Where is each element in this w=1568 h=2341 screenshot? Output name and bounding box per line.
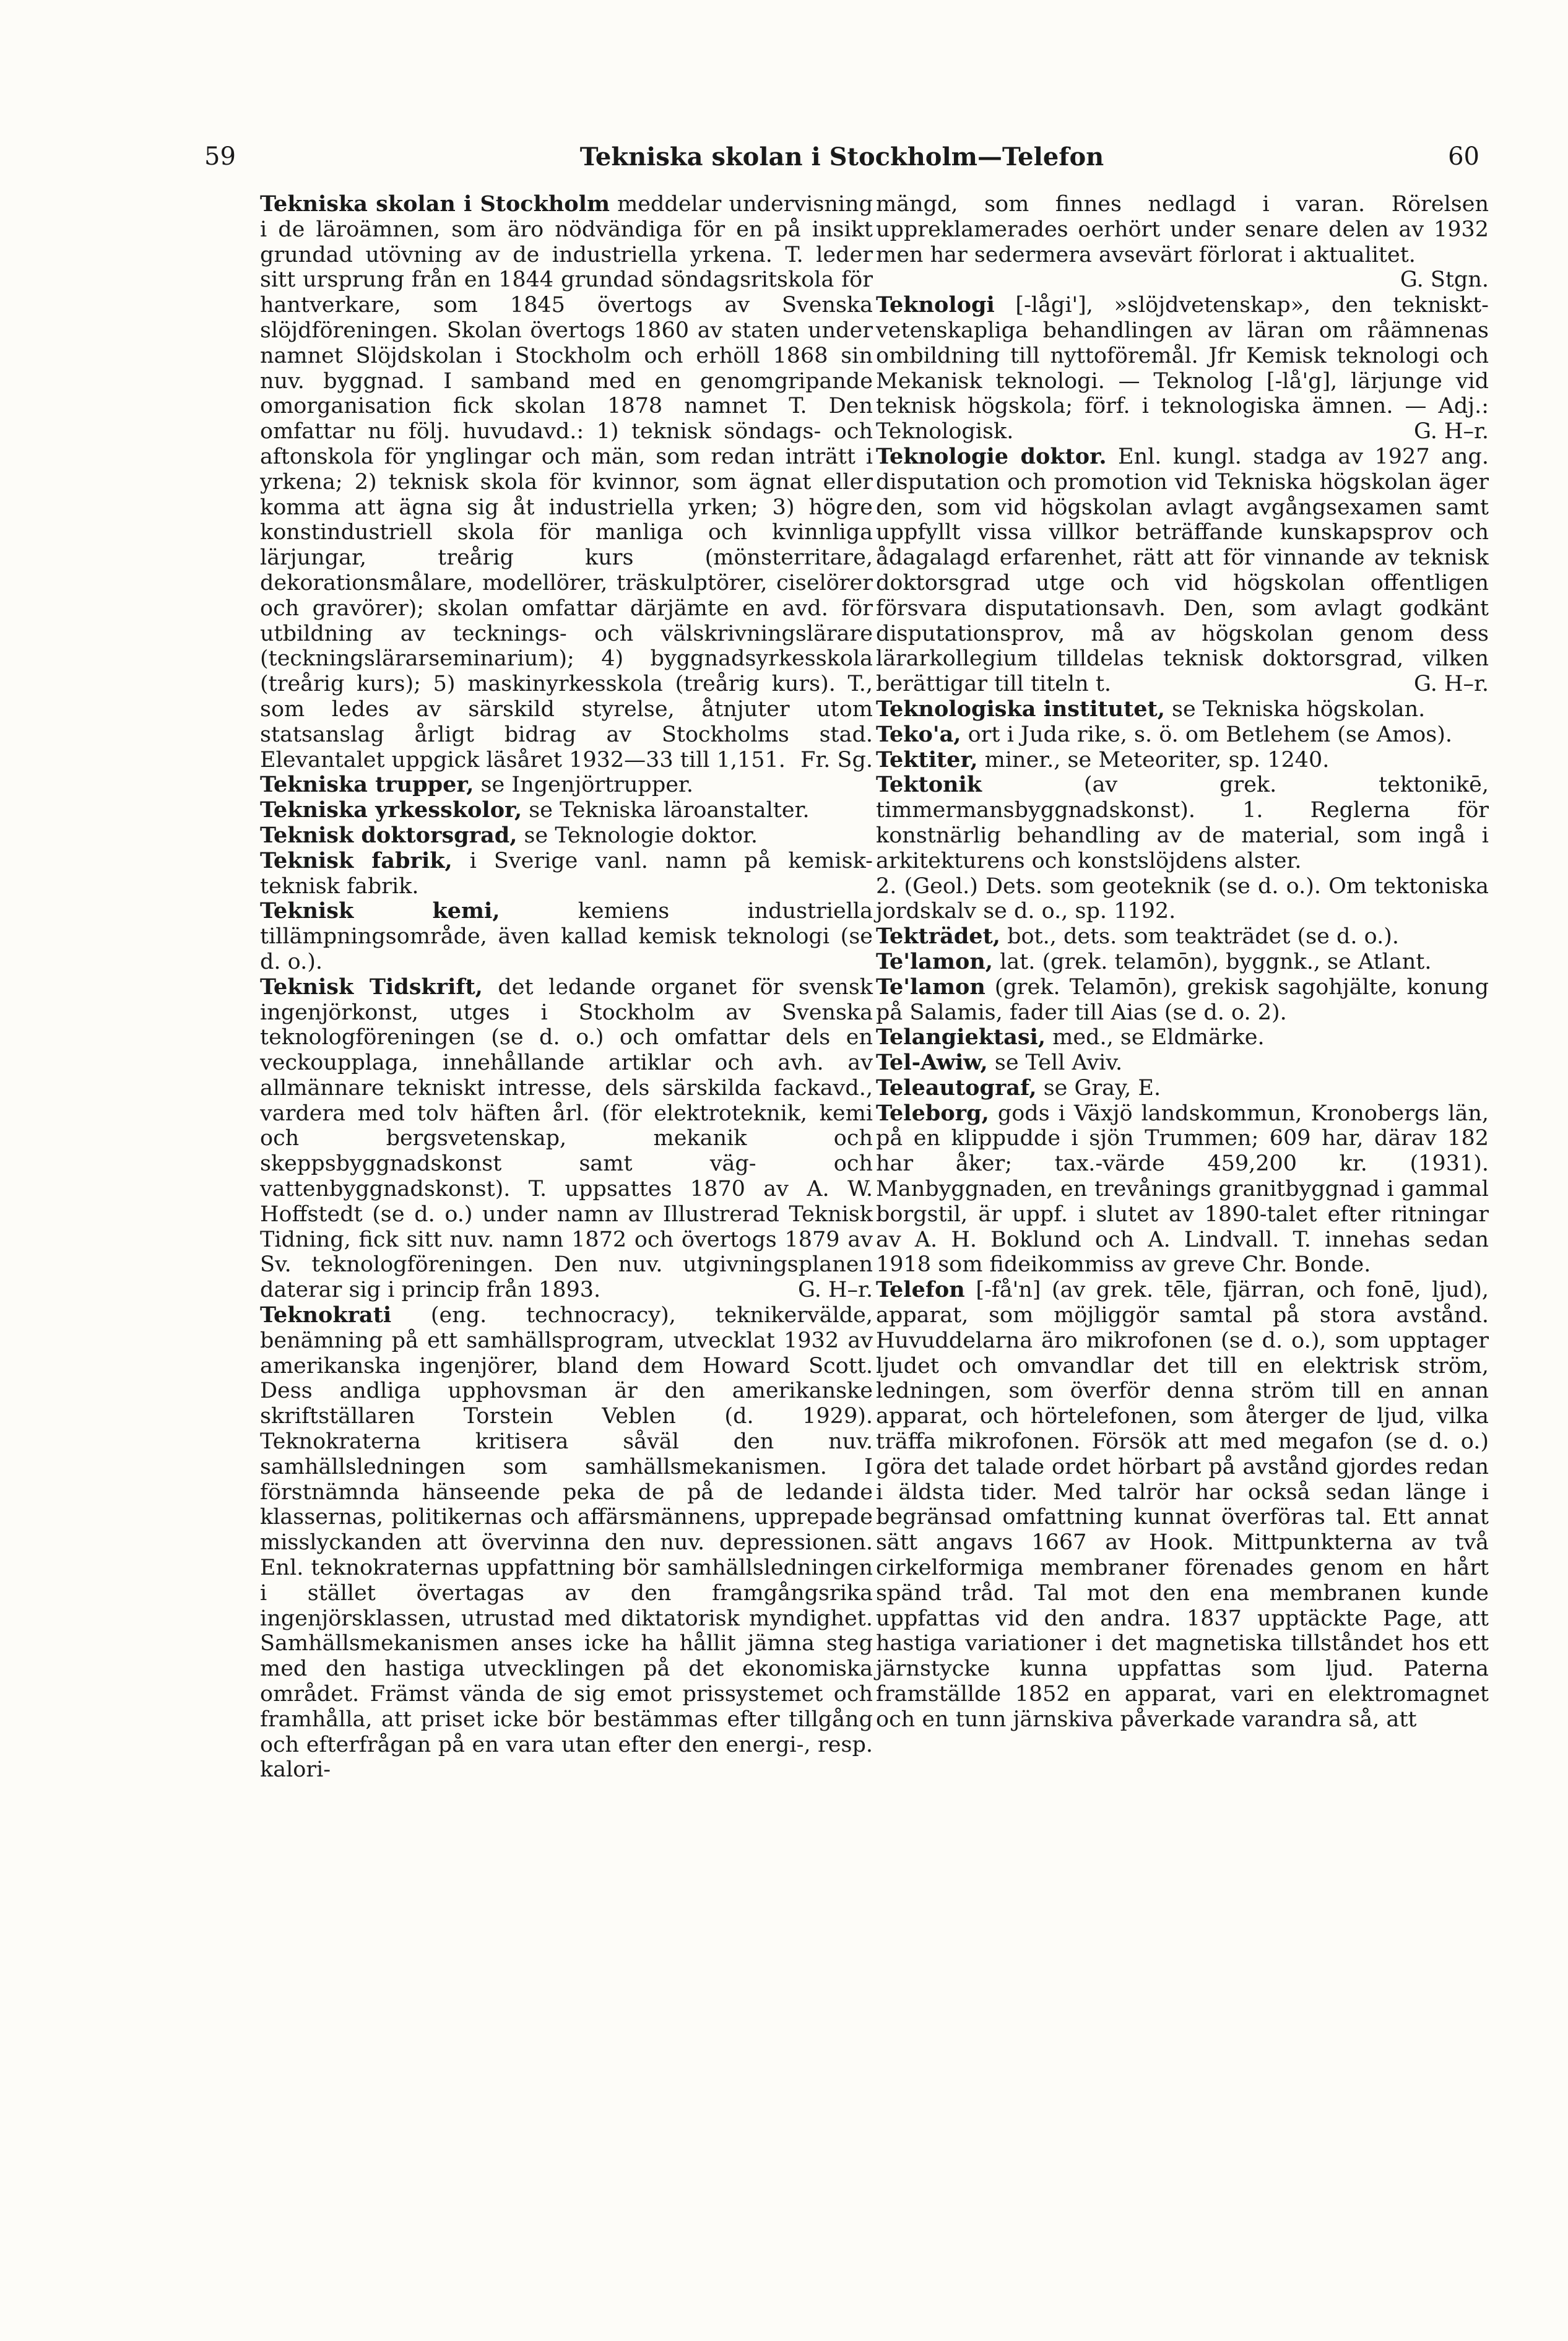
headword: Teknisk fabrik,	[260, 847, 453, 873]
entry-text: se Tell Aviv.	[987, 1050, 1123, 1076]
entry-text: med., se Eldmärke.	[1046, 1025, 1265, 1050]
entry	[876, 975, 1489, 1026]
right-column	[876, 192, 1489, 1733]
entry-text: meddelar undervisning i de läroämnen, som äro nödvändiga för en på insikt grundad utövning av de industriella yrkena. T. leder sitt ursprung från en 1844 grundad söndagsritskola för hantverkare, som 1845 övertogs av Svenska slöjdföreningen. Skolan övertogs 1860 av staten under namnet Slöjdskolan i Stockholm och erhöll 1868 sin nuv. byggnad. I samband med en genomgripande omorganisation fick skolan 1878 namnet T. Den omfattar nu följ. huvudavd.: 1) teknisk söndags- och aftonskola för ynglingar och män, som redan inträtt i yrkena; 2) teknisk skola för kvinnor, som ägnat eller komma att ägna sig åt industriella yrken; 3) högre konstindustriell skola för manliga och kvinnliga lärjungar, treårig kurs (mönsterritare, dekorationsmålare, modellörer, träskulptörer, ciselörer och gravörer); skolan omfattar därjämte en avd. för utbildning av tecknings- och välskrivningslärare (teckningslärarseminarium); 4) byggnadsyrkesskola (treårig kurs); 5) maskinyrkesskola (treårig kurs). T., som ledes av särskild styrelse, åtnjuter utom statsanslag årligt bidrag av Stockholms stad. Elevantalet uppgick läsåret 1932—33 till 1,151.	[260, 192, 873, 772]
entry	[260, 798, 873, 823]
entry	[260, 772, 873, 798]
entry	[876, 1050, 1489, 1076]
author-signature: G. H–r.	[798, 1278, 873, 1303]
headword: Teknisk doktorsgrad,	[260, 822, 518, 848]
headword: Tekniska yrkesskolor,	[260, 797, 522, 823]
entry	[876, 444, 1489, 697]
entry-text: lat. (grek. telamōn), byggnk., se Atlant.	[993, 949, 1432, 974]
entry	[876, 722, 1489, 748]
entry-text: mängd, som finnes nedlagd i varan. Rörelsen uppreklamerades oerhört under senare delen av 1932 men har sedermera avsevärt förlorat i aktualitet.	[876, 192, 1489, 267]
page-header	[204, 142, 1479, 186]
entry-text: se Tekniska högskolan.	[1164, 696, 1426, 722]
entry	[876, 192, 1489, 293]
author-signature: Fr. Sg.	[800, 747, 873, 772]
entry-text: se Teknologie doktor.	[517, 823, 758, 848]
left-column	[260, 192, 873, 1783]
entry	[260, 192, 873, 772]
page-number-right: 60	[1448, 142, 1479, 171]
entry	[876, 950, 1489, 975]
headword: Tektonik	[876, 772, 982, 798]
entry-text: (grek. Telamōn), grekisk sagohjälte, konung på Salamis, fader till Aias (se d. o. 2).	[876, 974, 1489, 1025]
entry	[876, 874, 1489, 925]
author-signature: G. Stgn.	[1400, 267, 1489, 293]
headword: Teko'a,	[876, 721, 961, 747]
entry	[260, 849, 873, 899]
entry-text: gods i Växjö landskommun, Kronobergs län, på en klippudde i sjön Trummen; 609 har, därav 182 har åker; tax.-värde 459,200 kr. (1931). Manbyggnaden, en trevånings granitbyggnad i gammal borgstil, är uppf. i slutet av 1890-talet efter ritningar av A. H. Boklund och A. Lindvall. T. innehas sedan 1918 som fideikommiss av greve Chr. Bonde.	[876, 1101, 1489, 1278]
headword: Tektiter,	[876, 746, 978, 772]
headword: Tekniska skolan i Stockholm	[260, 191, 610, 217]
entry	[876, 1076, 1489, 1101]
entry	[876, 924, 1489, 950]
author-signature: G. H–r.	[1414, 672, 1489, 697]
entry-text: bot., dets. som teakträdet (se d. o.).	[1000, 924, 1400, 950]
entry-text: se Tekniska läroanstalter.	[522, 798, 810, 823]
entry	[876, 697, 1489, 722]
entry	[876, 293, 1489, 444]
author-signature: G. H–r.	[1414, 419, 1489, 444]
entry-text: (eng. technocracy), teknikervälde, benämning på ett samhällsprogram, utvecklat 1932 av amerikanska ingenjörer, bland dem Howard Scott. Dess andliga upphovsman är den amerikanske skriftställaren Torstein Veblen (d. 1929). Teknokraterna kritisera såväl den nuv. samhällsledningen som samhällsmekanismen. I förstnämnda hänseende peka de på de ledande klassernas, politikernas och affärsmännens, upprepade misslyckanden att övervinna den nuv. depressionen. Enl. teknokraternas uppfattning bör samhällsledningen i stället övertagas av den framgångsrika ingenjörsklassen, utrustad med diktatorisk myndighet. Samhällsmekanismen anses icke ha hållit jämna steg med den hastiga utvecklingen på det ekonomiska området. Främst vända de sig emot prissystemet och framhålla, att priset icke bör bestämmas efter tillgång och efterfrågan på en vara utan efter den energi-, resp. kalori-	[260, 1303, 873, 1783]
entry	[260, 899, 873, 974]
entry-text: [-lågi'], »slöjdvetenskap», den tekniskt-vetenskapliga behandlingen av läran om råämnenas ombildning till nyttoföremål. Jfr Kemisk teknologi och Mekanisk teknologi. — Teknolog [-lå'g], lärjunge vid teknisk högskola; förf. i teknologiska ämnen. — Adj.: Teknologisk.	[876, 293, 1489, 444]
entry	[260, 975, 873, 1303]
entry-text: se Gray, E.	[1036, 1075, 1161, 1101]
entry-text: det ledande organet för svensk ingenjörkonst, utges i Stockholm av Svenska teknologföreningen (se d. o.) och omfattar dels en veckoupplaga, innehållande artiklar och avh. av allmännare tekniskt intresse, dels särskilda fackavd., vardera med tolv häften årl. (för elektroteknik, kemi och bergsvetenskap, mekanik och skeppsbyggnadskonst samt väg- och vattenbyggnadskonst). T. uppsattes 1870 av A. W. Hoffstedt (se d. o.) under namn av Illustrerad Teknisk Tidning, fick sitt nuv. namn 1872 och övertogs 1879 av Sv. teknologföreningen. Den nuv. utgivningsplanen daterar sig i princip från 1893.	[260, 974, 873, 1303]
entry	[876, 1278, 1489, 1732]
entry-text: i Sverige vanl. namn på kemisk-teknisk fabrik.	[260, 848, 873, 899]
headword: Teknokrati	[260, 1302, 392, 1328]
headword: Tel-Awiw,	[876, 1050, 988, 1076]
headword: Te'lamon	[876, 974, 985, 1000]
entry-text: se Ingenjörtrupper.	[474, 772, 693, 798]
entry	[260, 1303, 873, 1783]
headword: Telangiektasi,	[876, 1024, 1046, 1050]
entry-text: (av grek. tektonikē, timmermansbyggnadskonst). 1. Reglerna för konstnärlig behandling av de material, som ingå i arkitekturens och konstslöjdens alster.	[876, 772, 1489, 873]
entry	[876, 1025, 1489, 1050]
entry-text: [-få'n] (av grek. tēle, fjärran, och fonē, ljud), apparat, som möjliggör samtal på stora avstånd. Huvuddelarna äro mikrofonen (se d. o.), som upptager ljudet och omvandlar det till en elektrisk ström, ledningen, som överför denna ström till en annan apparat, och hörtelefonen, som återger de ljud, vilka träffa mikrofonen. Försök att med megafon (se d. o.) göra det talade ordet hörbart på avstånd gjordes redan i äldsta tider. Med talrör har också sedan länge i begränsad omfattning kunnat överföras tal. Ett annat sätt angavs 1667 av Hook. Mittpunkterna av två cirkelformiga membraner förenades genom en hårt spänd tråd. Tal mot den ena membranen kunde uppfattas vid den andra. 1837 upptäckte Page, att hastiga variationer i det magnetiska tillståndet hos ett järnstycke kunna uppfattas som ljud. Paterna framställde 1852 en apparat, vari en elektromagnet och en tunn järnskiva påverkade varandra så, att	[876, 1278, 1489, 1732]
headword: Tekträdet,	[876, 924, 1000, 950]
entry	[876, 1101, 1489, 1278]
running-title: Tekniska skolan i Stockholm—Telefon	[579, 142, 1104, 171]
headword: Teknologie doktor.	[876, 443, 1107, 469]
entry	[260, 823, 873, 849]
entry-text: kemiens industriella tillämpningsområde, även kallad kemisk teknologi (se d. o.).	[260, 899, 873, 974]
headword: Teleautograf,	[876, 1075, 1037, 1101]
entry-text: Enl. kungl. stadga av 1927 ang. disputation och promotion vid Tekniska högskolan äger den, som vid högskolan avlagt avgångsexamen samt uppfyllt vissa villkor beträffande kunskapsprov och ådagalagd erfarenhet, rätt att för vinnande av teknisk doktorsgrad utge och vid högskolan offentligen försvara disputationsavh. Den, som avlagt godkänt disputationsprov, må av högskolan genom dess lärarkollegium tilldelas teknisk doktorsgrad, vilken berättigar till titeln t.	[876, 444, 1489, 697]
headword: Teknisk kemi,	[260, 898, 500, 924]
headword: Teleborg,	[876, 1100, 989, 1126]
entry	[876, 748, 1489, 773]
page-number-left: 59	[204, 142, 236, 171]
entry-text: miner., se Meteoriter, sp. 1240.	[977, 747, 1330, 772]
headword: Teknisk Tidskrift,	[260, 974, 483, 1000]
headword: Teknologi	[876, 292, 995, 318]
entry-text: ort i Juda rike, s. ö. om Betlehem (se Amos).	[961, 722, 1452, 747]
headword: Telefon	[876, 1277, 965, 1303]
headword: Tekniska trupper,	[260, 772, 474, 798]
entry-text: 2. (Geol.) Dets. som geoteknik (se d. o.). Om tektoniska jordskalv se d. o., sp. 1192.	[876, 873, 1489, 924]
entry	[876, 772, 1489, 873]
headword: Teknologiska institutet,	[876, 696, 1165, 722]
headword: Te'lamon,	[876, 948, 993, 974]
